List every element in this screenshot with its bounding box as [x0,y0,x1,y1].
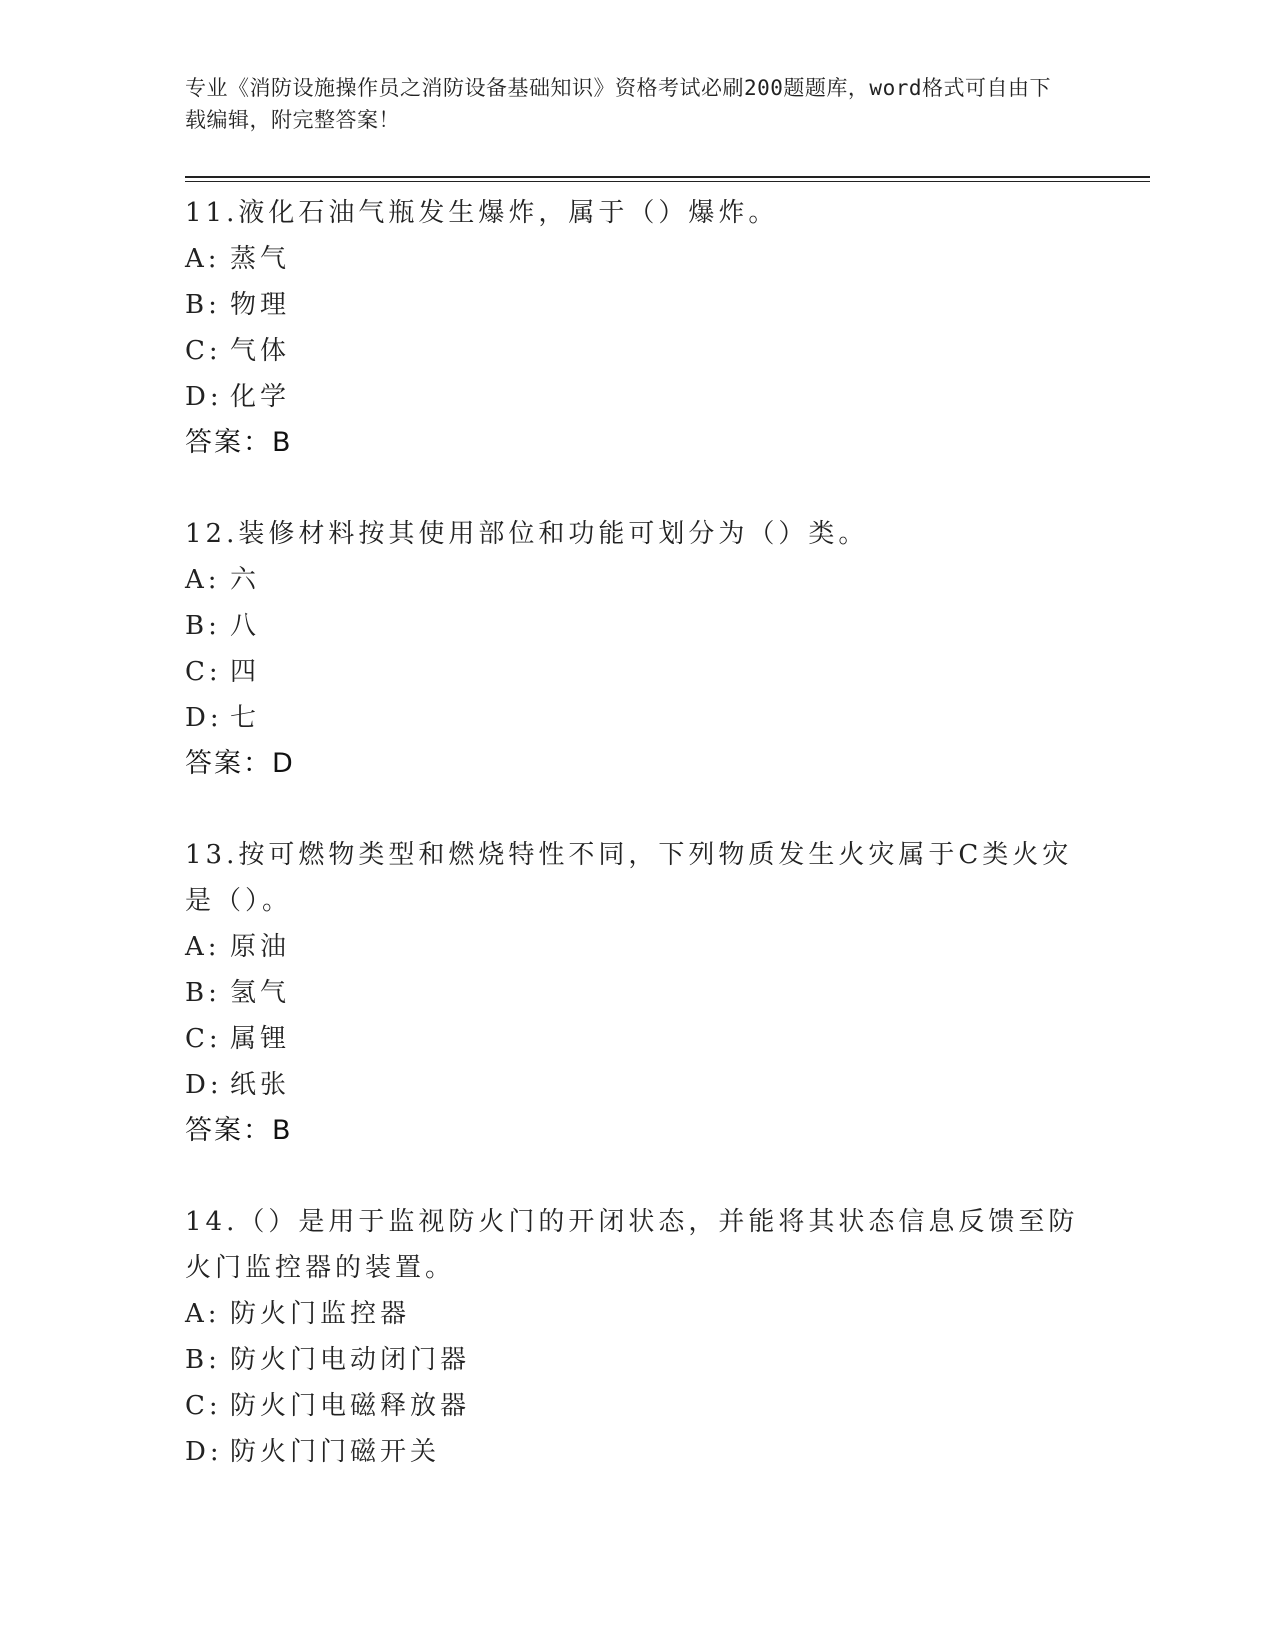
option-letter: C: [185,1024,222,1054]
option-text: 化学 [230,382,291,412]
option-letter: A: [185,244,221,274]
option-text: 防火门电动闭门器 [230,1345,471,1375]
option-letter: D: [185,1070,223,1100]
option-letter: C: [185,336,222,366]
option-d [185,374,1085,420]
option-text: 防火门监控器 [230,1299,411,1329]
option-letter: D: [185,382,223,412]
question-stem: 14.（）是用于监视防火门的开闭状态，并能将其状态信息反馈至防火门监控器的装置。 [185,1207,1079,1283]
option-text: 防火门电磁释放器 [230,1391,471,1421]
question-14 [185,1199,1085,1475]
option-letter: D: [185,1437,223,1467]
answer-value: B [272,427,291,458]
option-letter: A: [185,1299,221,1329]
option-d [185,1062,1085,1108]
option-letter: B: [185,290,221,320]
option-a [185,924,1085,970]
option-text: 蒸气 [230,244,291,274]
option-b [185,970,1085,1016]
option-text: 七 [230,703,261,733]
option-letter: B: [185,1345,221,1375]
option-text: 原油 [230,932,291,962]
option-letter: D: [185,703,223,733]
option-text: 四 [230,657,261,687]
option-letter: A: [185,565,221,595]
answer-label: 答案： [185,427,272,458]
option-d [185,1429,1085,1475]
option-letter: B: [185,978,221,1008]
answer-line [185,1108,1085,1154]
option-text: 八 [230,611,261,641]
header-divider [185,176,1150,178]
answer-line [185,420,1085,466]
question-stem: 13.按可燃物类型和燃烧特性不同，下列物质发生火灾属于C类火灾是（）。 [185,840,1073,916]
option-text: 气体 [230,336,291,366]
answer-value: D [272,748,293,779]
option-letter: A: [185,932,221,962]
option-a [185,557,1085,603]
option-text: 属锂 [230,1024,291,1054]
question-list [185,190,1085,1520]
header-divider-thin [185,181,1150,182]
option-a [185,1291,1085,1337]
option-c [185,649,1085,695]
option-b [185,1337,1085,1383]
option-b [185,282,1085,328]
option-text: 六 [230,565,261,595]
answer-line [185,741,1085,787]
answer-label: 答案： [185,1115,272,1146]
option-letter: C: [185,657,222,687]
document-header: 专业《消防设施操作员之消防设备基础知识》资格考试必刷200题题库，word格式可自由下载编辑，附完整答案！ [185,76,1051,132]
option-c [185,1383,1085,1429]
question-stem: 11.液化石油气瓶发生爆炸，属于（）爆炸。 [185,198,779,228]
option-text: 防火门门磁开关 [230,1437,441,1467]
option-letter: C: [185,1391,222,1421]
option-d [185,695,1085,741]
question-11 [185,190,1085,466]
option-text: 氢气 [230,978,291,1008]
option-a [185,236,1085,282]
answer-label: 答案： [185,748,272,779]
option-text: 纸张 [230,1070,291,1100]
option-text: 物理 [230,290,291,320]
question-12 [185,511,1085,787]
option-b [185,603,1085,649]
option-c [185,328,1085,374]
question-stem: 12.装修材料按其使用部位和功能可划分为（）类。 [185,519,869,549]
answer-value: B [272,1115,291,1146]
option-letter: B: [185,611,221,641]
question-13 [185,832,1085,1154]
option-c [185,1016,1085,1062]
